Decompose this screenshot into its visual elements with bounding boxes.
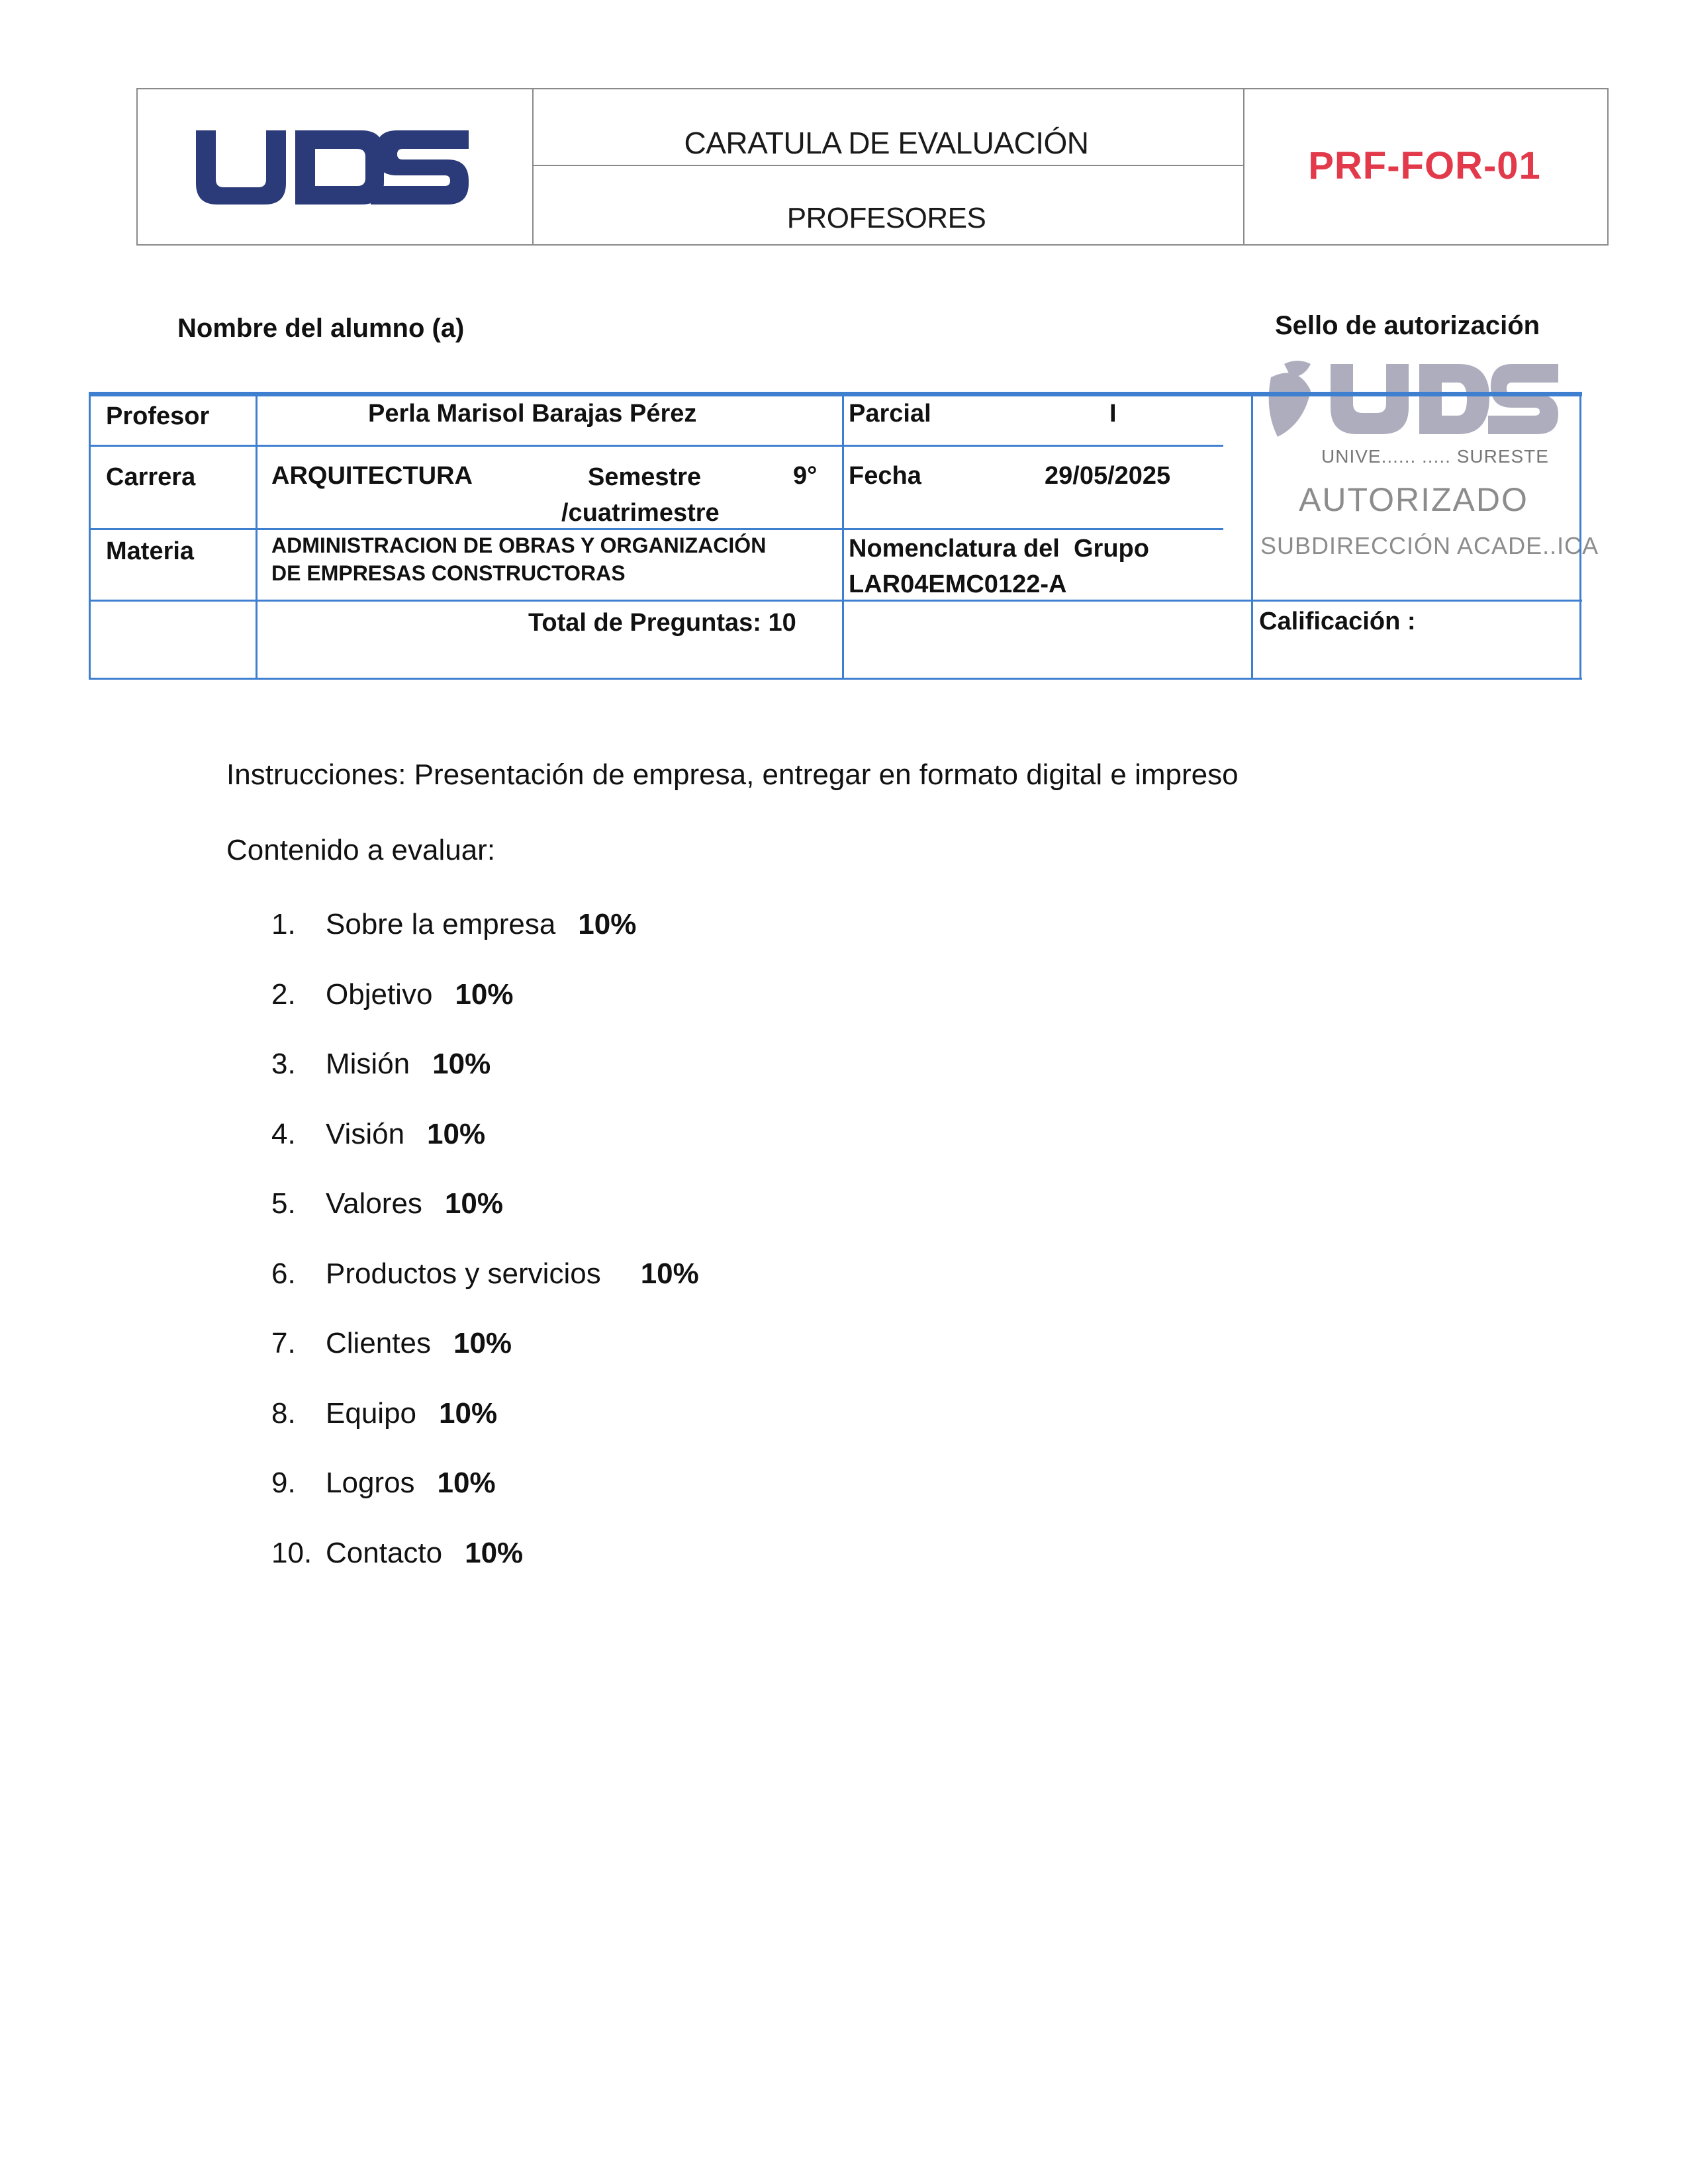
form-title: CARATULA DE EVALUACIÓN <box>684 126 1089 160</box>
list-item <box>271 908 699 978</box>
item-number: 7. <box>271 1327 296 1359</box>
stamp-line-subdirection: SUBDIRECCIÓN ACADE..ICA <box>1260 532 1599 559</box>
item-percent: 10% <box>427 1117 486 1150</box>
calificacion-label: Calificación : <box>1259 608 1416 635</box>
profesor-label: Profesor <box>106 402 210 430</box>
student-name-label: Nombre del alumno (a) <box>177 314 465 343</box>
item-label: Objetivo <box>326 978 433 1011</box>
parcial-label: Parcial <box>849 400 931 428</box>
item-label: Valores <box>326 1187 422 1220</box>
item-label: Visión <box>326 1117 405 1150</box>
table-right-border <box>1579 396 1581 679</box>
table-bottom-border <box>89 678 1582 680</box>
item-label: Sobre la empresa <box>326 908 556 940</box>
list-item <box>271 1467 699 1537</box>
list-item <box>271 1397 699 1467</box>
header-logo-cell <box>138 89 534 244</box>
table-row-divider <box>89 528 1223 530</box>
fecha-value: 29/05/2025 <box>1045 462 1171 490</box>
materia-label: Materia <box>106 537 195 565</box>
table-col-divider <box>1251 396 1253 679</box>
item-number: 1. <box>271 908 296 940</box>
form-code: PRF-FOR-01 <box>1308 144 1541 187</box>
table-left-border <box>89 392 91 679</box>
semestre-label: Semestre <box>588 463 702 491</box>
parcial-value: I <box>1109 400 1117 428</box>
item-percent: 10% <box>578 908 637 940</box>
materia-value-line1: ADMINISTRACION DE OBRAS Y ORGANIZACIÓN <box>271 533 767 557</box>
item-percent: 10% <box>437 1467 496 1499</box>
item-percent: 10% <box>453 1327 512 1359</box>
item-percent: 10% <box>432 1048 491 1080</box>
table-row-divider <box>89 600 1582 602</box>
list-item <box>271 1118 699 1188</box>
item-label: Productos y servicios <box>326 1257 601 1290</box>
item-label: Contacto <box>326 1536 443 1569</box>
item-number: 6. <box>271 1257 296 1290</box>
item-label: Clientes <box>326 1327 431 1359</box>
item-number: 8. <box>271 1396 296 1430</box>
item-percent: 10% <box>640 1257 699 1290</box>
instructions: Instrucciones: Presentación de empresa, entregar en formato digital e impreso <box>226 758 1239 791</box>
list-item <box>271 978 699 1048</box>
list-item <box>271 1187 699 1257</box>
carrera-label: Carrera <box>106 463 196 491</box>
item-percent: 10% <box>444 1187 503 1220</box>
table-col-divider <box>842 396 844 679</box>
item-number: 2. <box>271 978 296 1011</box>
cuatrimestre-label: /cuatrimestre <box>561 499 720 527</box>
item-number: 4. <box>271 1117 296 1150</box>
grupo-label: Nomenclatura del Grupo <box>849 535 1149 563</box>
fecha-label: Fecha <box>849 462 921 490</box>
list-item <box>271 1257 699 1328</box>
semestre-value: 9° <box>793 462 818 490</box>
item-label: Equipo <box>326 1396 417 1430</box>
table-row-divider <box>89 445 1223 447</box>
list-item <box>271 1537 699 1607</box>
table-top-border <box>89 392 1582 396</box>
carrera-value: ARQUITECTURA <box>271 462 473 490</box>
evaluation-list <box>271 908 699 1606</box>
table-col-divider <box>256 396 258 679</box>
item-number: 3. <box>271 1048 296 1080</box>
item-number: 9. <box>271 1467 296 1499</box>
seal-label: Sello de autorización <box>1275 311 1540 340</box>
item-label: Misión <box>326 1048 410 1080</box>
item-label: Logros <box>326 1467 415 1499</box>
item-number: 5. <box>271 1187 296 1220</box>
stamp-line-university: UNIVE...... ..... SURESTE <box>1321 446 1549 467</box>
materia-value-line2: DE EMPRESAS CONSTRUCTORAS <box>271 561 626 585</box>
stamp-line-authorized: AUTORIZADO <box>1299 481 1528 518</box>
grupo-value: LAR04EMC0122-A <box>849 570 1067 598</box>
header-divider <box>532 165 1243 166</box>
item-percent: 10% <box>439 1396 498 1430</box>
uds-logo <box>193 128 471 207</box>
form-subtitle: PROFESORES <box>786 202 986 234</box>
item-percent: 10% <box>465 1536 524 1569</box>
profesor-value: Perla Marisol Barajas Pérez <box>368 400 697 428</box>
item-percent: 10% <box>455 978 514 1011</box>
content-heading: Contenido a evaluar: <box>226 834 496 866</box>
item-number: 10. <box>271 1536 312 1569</box>
total-preguntas: Total de Preguntas: 10 <box>528 609 796 637</box>
list-item <box>271 1048 699 1118</box>
list-item <box>271 1327 699 1397</box>
